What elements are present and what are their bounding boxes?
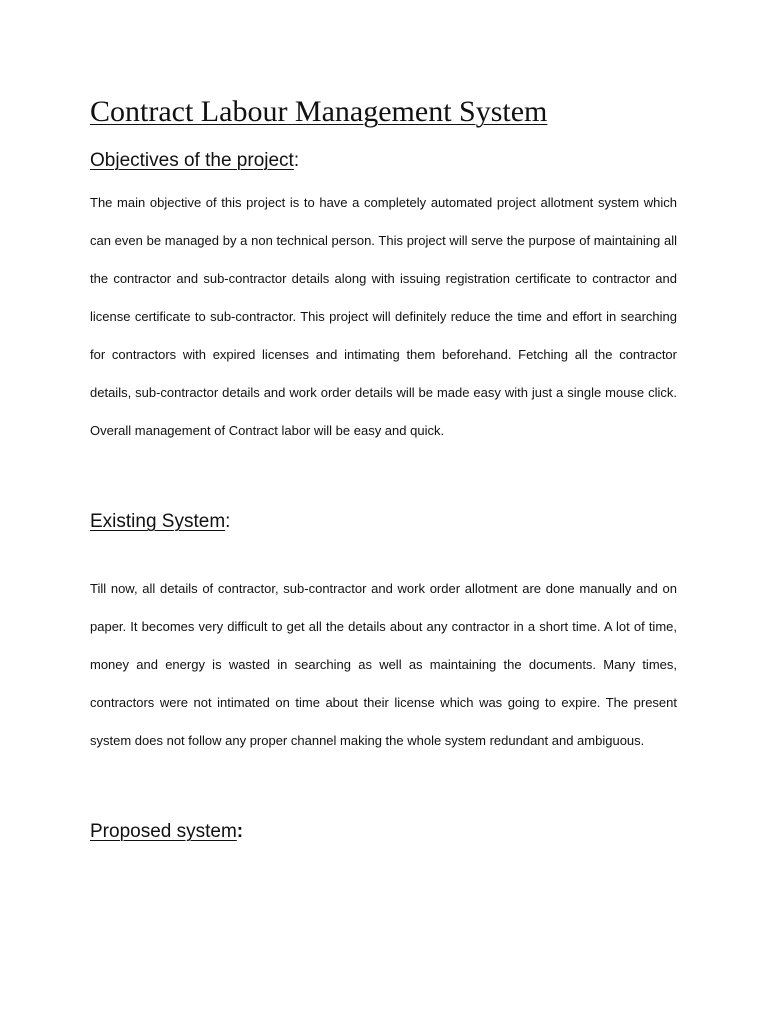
section-heading-objectives [90,148,299,174]
existing-system-paragraph: Till now, all details of contractor, sub-contractor and work order allotment are done manually and on paper. It becomes very difficult to get all the details about any contractor in a short time. A lot of time, money and energy is wasted in searching as well as maintaining the documents. Many times, contractors were not intimated on time about their license which was going to expire. The present system does not follow any proper channel making the whole system redundant and ambiguous. [90,581,677,748]
objectives-paragraph: The main objective of this project is to have a completely automated project allotment system which can even be managed by a non technical person. This project will serve the purpose of maintaining all the contractor and sub-contractor details along with issuing registration certificate to contractor and license certificate to sub-contractor. This project will definitely reduce the time and effort in searching for contractors with expired licenses and intimating them beforehand. Fetching all the contractor details, sub-contractor details and work order details will be made easy with just a single mouse click. Overall management of Contract labor will be easy and quick. [90,195,677,438]
section-heading-objectives-text: Objectives of the project [90,150,294,171]
section-heading-proposed-system-text: Proposed system [90,821,237,842]
section-heading-existing-system-text: Existing System [90,511,226,532]
section-heading-proposed-system [90,819,243,845]
document-title: Contract Labour Management System [90,95,548,128]
section-heading-objectives-colon: : [293,150,300,171]
section-heading-existing-system [90,509,230,535]
section-heading-existing-system-colon: : [225,511,231,532]
section-heading-proposed-system-colon: : [236,821,244,842]
